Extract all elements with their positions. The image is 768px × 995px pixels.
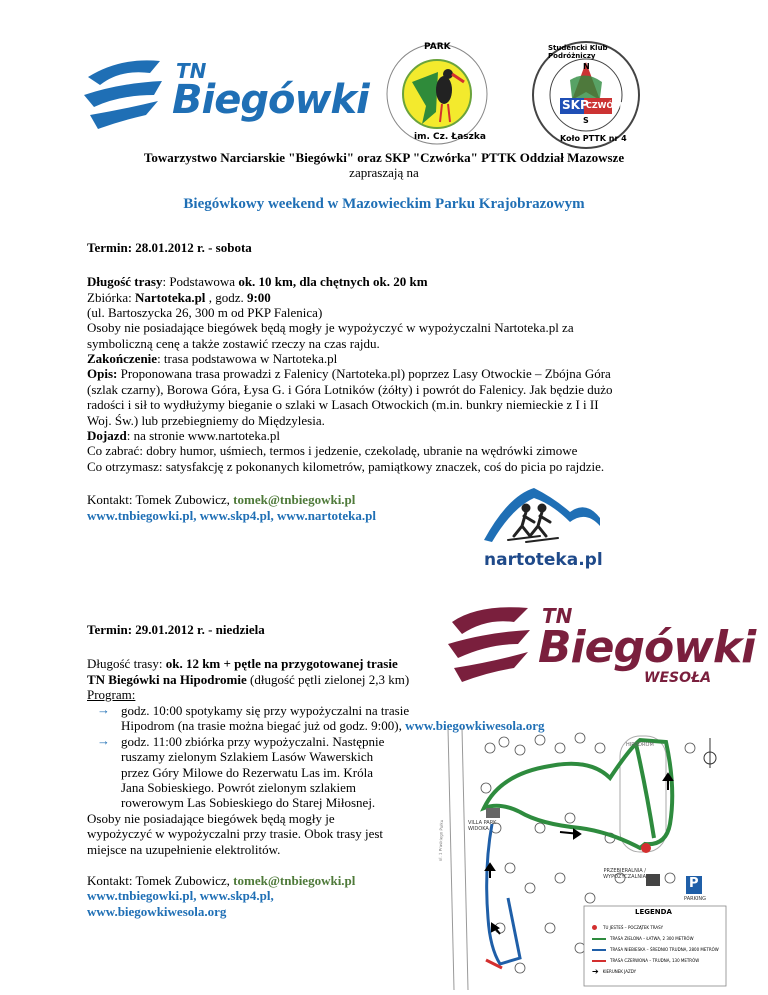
day2-rent-2: wypożyczyć w wypożyczalni przy trasie. Obok trasy jest	[87, 826, 384, 841]
map-villa-label: VILLA PARK WIDOKA	[468, 820, 497, 832]
day2-kontakt	[87, 873, 355, 889]
legend-item-text: TRASA ZIELONA – ŁATWA, 2 300 METRÓW	[610, 936, 694, 941]
day1-dlugosc-text: : Podstawowa	[162, 274, 239, 289]
day2-b2-l5: rowerowym Las Sobieskiego do Starej Miłosnej.	[121, 795, 376, 810]
day1-opis-4: Woj. Św.) lub przebiegniemy do Międzylesia.	[87, 413, 325, 428]
day1-opis-3: radości i sił to wydłużymy bieganie o szlaki w Lasach Otwockich (m.in. bunkry niemieckie z I i II	[87, 397, 599, 412]
legend-item-text: TRASA NIEBIESKA – ŚREDNIO TRUDNA, 2800 METRÓW	[610, 947, 719, 952]
day2-hip-bold: TN Biegówki na Hipodromie	[87, 672, 247, 687]
skp-badge-skp: SKP	[562, 98, 589, 112]
day1-opis-1	[87, 366, 611, 382]
legend-item	[592, 922, 719, 933]
day2-b1-l1: godz. 10:00 spotykamy się przy wypożyczalni na trasie	[121, 703, 410, 718]
event-title: Biegówkowy weekend w Mazowieckim Parku Krajobrazowym	[183, 196, 585, 212]
legend-list	[592, 922, 719, 977]
day1-dlugosc-bold: ok. 10 km, dla chętnych ok. 20 km	[238, 274, 428, 289]
legend-item	[592, 933, 719, 944]
day1-dojazd-label: Dojazd	[87, 428, 127, 443]
tn-wesola-sub: WESOŁA	[644, 670, 712, 686]
biegowki-wordmark: Biegówki	[172, 77, 369, 123]
org-line: Towarzystwo Narciarskie "Biegówki" oraz SKP "Czwórka" PTTK Oddział Mazowsze	[143, 150, 625, 165]
day2-b1-text: Hipodrom (na trasie można biegać już od godz. 9:00),	[121, 718, 406, 733]
legend-arrow-icon: ➔	[592, 966, 599, 976]
day1-zbiorka-place: Nartoteka.pl	[135, 290, 206, 305]
skp-badge-bottom: Koło PTTK nr 4	[560, 134, 627, 143]
skp-badge-top: Studencki Klub Podróżniczy	[548, 44, 608, 60]
legend-item-text: KIERUNEK JAZDY	[602, 969, 637, 974]
trail-map	[437, 728, 730, 990]
legend-blue-line-icon	[592, 949, 606, 951]
day2-hip-text: (długość pętli zielonej 2,3 km)	[246, 672, 410, 687]
day2-b1-link[interactable]: www.biegowkiwesola.org	[405, 718, 545, 733]
skp-badge-n: N	[583, 62, 590, 71]
bullet-arrow-icon: →	[97, 702, 110, 717]
legend-start-marker-icon	[592, 925, 597, 930]
day1-rent-1: Osoby nie posiadające biegówek będą mogły je wypożyczyć w wypożyczalni Nartoteka.pl za	[87, 320, 574, 335]
map-parking-label: PARKING	[684, 896, 706, 902]
nartoteka-mountain-skiers-icon	[478, 478, 604, 558]
legend-item	[592, 955, 719, 966]
day1-zak-label: Zakończenie	[87, 351, 158, 366]
day1-opis-text-1: Proponowana trasa prowadzi z Falenicy (Nartoteka.pl) poprzez Lasy Otwockie – Zbójna Góra	[117, 366, 611, 381]
day2-links-1[interactable]: www.tnbiegowki.pl, www.skp4.pl,	[87, 888, 274, 903]
day2-b2-l1: godz. 11:00 zbiórka przy wypożyczalni. Następnie	[121, 734, 385, 749]
day1-zbiorka-label: Zbiórka:	[87, 290, 136, 305]
day2-dl-label: Długość trasy:	[87, 656, 166, 671]
day2-rent-3: miejsce na uzupełnienie elektrolitów.	[87, 842, 281, 857]
legend-item	[592, 966, 719, 977]
park-badge-text-top: PARK	[424, 42, 451, 52]
day2-b2-l3: przez Góry Milowe do Rezerwatu Las im. Króla	[121, 765, 373, 780]
park-krajobrazowy-logo	[378, 42, 496, 147]
day2-termin: Termin: 29.01.2012 r. - niedziela	[87, 622, 265, 637]
legend-item	[592, 944, 719, 955]
day1-rent-2: symboliczną cenę a także zostawić rzeczy na czas rajdu.	[87, 336, 380, 351]
day1-zakonczenie	[87, 351, 337, 367]
skp-czworka-logo	[530, 40, 642, 150]
tn-wesola-logo	[448, 600, 756, 692]
day2-b2-l2: ruszamy zielonym Szlakiem Lasów Wawerskich	[121, 749, 374, 764]
map-rental-label: PRZEBIERALNIA / WYPOŻYCZALNIA	[603, 868, 646, 880]
day2-dlugosc	[87, 656, 398, 672]
tn-biegowki-logo	[80, 55, 369, 135]
day2-hipodrom	[87, 672, 409, 688]
legend-red-line-icon	[592, 960, 606, 962]
day1-zbiorka	[87, 290, 271, 306]
day1-address: (ul. Bartoszycka 26, 300 m od PKP Falenica)	[87, 305, 323, 320]
day2-program: Program:	[87, 687, 136, 702]
legend-title: LEGENDA	[635, 908, 672, 916]
invite-line: zapraszają na	[349, 165, 419, 180]
nartoteka-logo	[478, 478, 604, 578]
day1-termin: Termin: 28.01.2012 r. - sobota	[87, 240, 252, 255]
legend-item-text: TRASA CZERWONA – TRUDNA, 130 METRÓW	[610, 958, 700, 963]
day2-kontakt-label: Kontakt: Tomek Zubowicz,	[87, 873, 234, 888]
day2-rent-1: Osoby nie posiadające biegówek będą mogły je	[87, 811, 335, 826]
map-hipodrom-label: HIPODROM	[626, 742, 654, 748]
tn-small-label: TN	[176, 59, 207, 83]
skp-badge-s: S	[583, 116, 589, 125]
day1-zbiorka-mid: , godz.	[205, 290, 247, 305]
day1-otrzymasz: Co otrzymasz: satysfakcję z pokonanych kilometrów, pamiątkowy znaczek, coś do picia po rajdzie.	[87, 459, 605, 474]
day1-links[interactable]: www.tnbiegowki.pl, www.skp4.pl, www.nartoteka.pl	[87, 508, 376, 523]
legend-green-line-icon	[592, 938, 606, 940]
day1-kontakt-label: Kontakt: Tomek Zubowicz,	[87, 492, 234, 507]
day1-dlugosc-label: Długość trasy	[87, 274, 163, 289]
day1-zabrac: Co zabrać: dobry humor, uśmiech, termos i jedzenie, czekoladę, ubranie na wędrówki zimowe	[87, 443, 578, 458]
skp-badge-czworka: CZWÓRKA	[586, 101, 632, 110]
day1-dojazd	[87, 428, 280, 444]
day1-opis-2: (szlak czarny), Borowa Góra, Łysa G. i Góra Lotników (żółty) i powrót do Falenicy. Jak będzie dużo	[87, 382, 613, 397]
legend-item-text: TU JESTEŚ – POCZĄTEK TRASY	[603, 925, 664, 930]
day1-dojazd-text: : na stronie www.nartoteka.pl	[126, 428, 281, 443]
day2-links-2[interactable]: www.biegowkiwesola.org	[87, 904, 227, 919]
day2-b2-l4: Jana Sobieskiego. Powrót zielonym szlakiem	[121, 780, 357, 795]
tn-wesola-tn: TN	[542, 604, 573, 628]
day1-opis-label: Opis:	[87, 366, 118, 381]
day1-zak-text: : trasa podstawowa w Nartoteka.pl	[157, 351, 338, 366]
day2-kontakt-email[interactable]: tomek@tnbiegowki.pl	[233, 873, 356, 888]
day1-dlugosc	[87, 274, 428, 290]
map-parking-icon: P	[689, 876, 699, 891]
bullet-arrow-icon: →	[97, 733, 110, 748]
nartoteka-wordmark: nartoteka.pl	[484, 550, 603, 570]
day1-zbiorka-time: 9:00	[246, 290, 271, 305]
day2-dl-bold: ok. 12 km + pętle na przygotowanej trasie	[165, 656, 398, 671]
map-street-label: ul. 1 Praskiego Pułku	[437, 819, 444, 862]
day1-kontakt	[87, 492, 355, 508]
tn-wesola-wordmark: Biegówki	[538, 622, 756, 673]
day1-kontakt-email[interactable]: tomek@tnbiegowki.pl	[233, 492, 356, 507]
park-badge-text-bottom: im. Cz. Łaszka	[414, 132, 486, 142]
